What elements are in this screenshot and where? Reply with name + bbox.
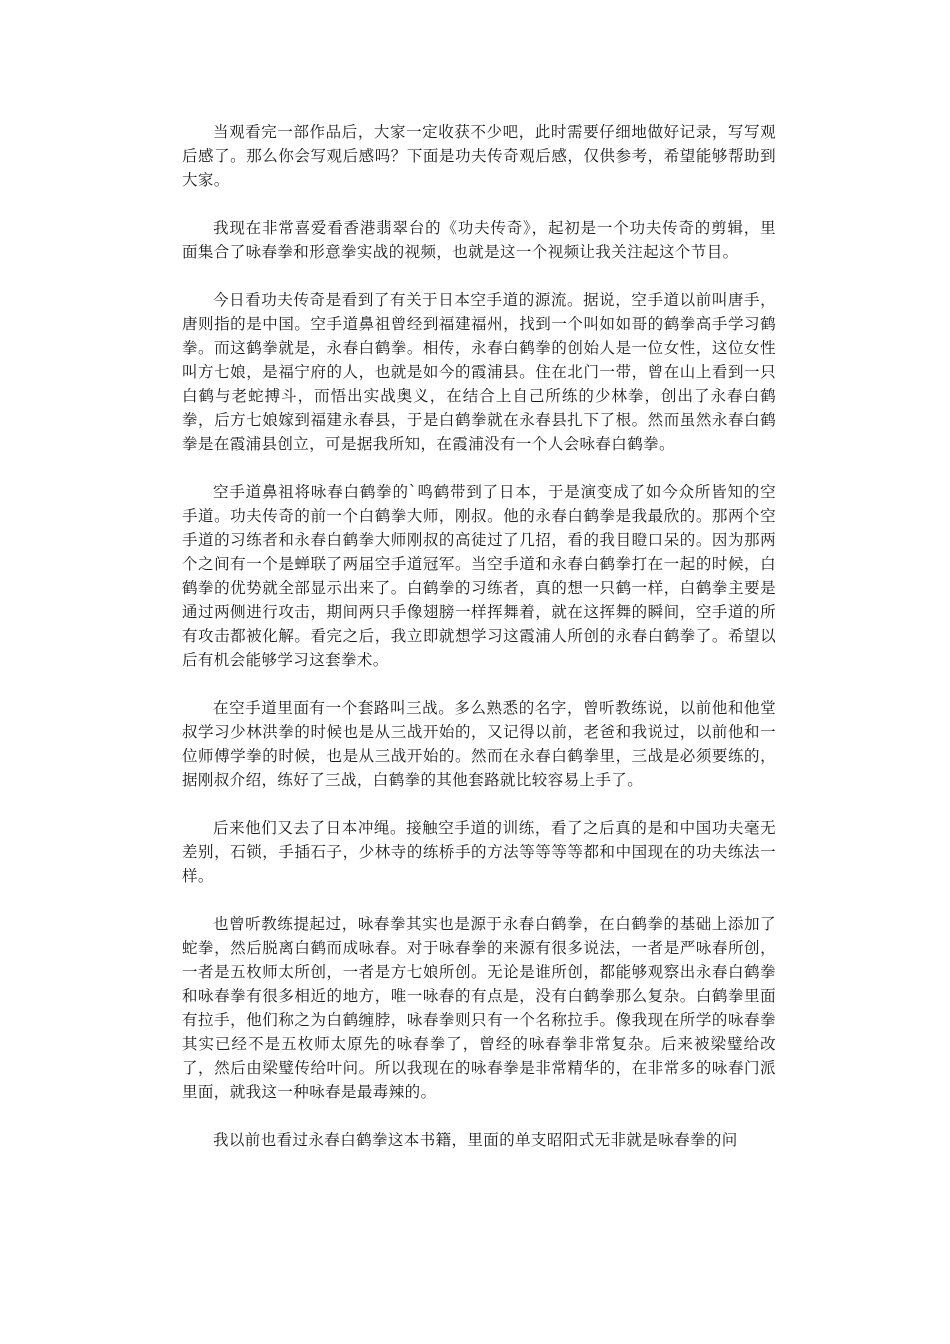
paragraph-white-crane-karate: 空手道鼻祖将咏春白鹤拳的`鸣鹤带到了日本，于是演变成了如今众所皆知的空手道。功夫传奇的前一个白鹤拳大师，刚叔。他的永春白鹤拳是我最欣的。那两个空手道的习练者和永春白鹤拳大师刚叔的高徒过了几招，看的我目瞪口呆的。因为那两个之间有一个是蝉联了两届空手道冠军。当空手道和永春白鹤拳打在一起的时候，白鹤拳的优势就全部显示出来了。白鹤拳的习练者，真的想一只鹤一样，白鹤拳主要是通过两侧进行攻击，期间两只手像翅膀一样挥舞着，就在这挥舞的瞬间，空手道的所有攻击都被化解。看完之后，我立即就想学习这霞浦人所创的永春白鹤拳了。希望以后有机会能够学习这套拳术。 (182, 483, 776, 669)
paragraph-intro: 当观看完一部作品后，大家一定收获不少吧，此时需要仔细地做好记录，写写观后感了。那么你会写观后感吗？下面是功夫传奇观后感，仅供参考，希望能够帮助到大家。 (182, 123, 776, 189)
paragraph-okinawa: 后来他们又去了日本冲绳。接触空手道的训练，看了之后真的是和中国功夫毫无差别，石锁，手插石子，少林寺的练桥手的方法等等等等都和中国现在的功夫练法一样。 (182, 819, 776, 885)
paragraph-karate-origin: 今日看功夫传奇是看到了有关于日本空手道的源流。据说，空手道以前叫唐手，唐则指的是中国。空手道鼻祖曾经到福建福州，找到一个叫如如哥的鹤拳高手学习鹤拳。而这鹤拳就是，永春白鹤拳。相传，永春白鹤拳的创始人是一位女性，这位女性叫方七娘，是福宁府的人，也就是如今的霞浦县。住在北门一带，曾在山上看到一只白鹤与老蛇搏斗，而悟出实战奥义，在结合上自己所练的少林拳，创出了永春白鹤拳，后方七娘嫁到福建永春县，于是白鹤拳就在永春县扎下了根。然而虽然永春白鹤拳是在霞浦县创立，可是据我所知，在霞浦没有一个人会咏春白鹤拳。 (182, 291, 776, 453)
paragraph-wing-chun-origin: 也曾听教练提起过，咏春拳其实也是源于永春白鹤拳，在白鹤拳的基础上添加了蛇拳，然后脱离白鹤而成咏春。对于咏春拳的来源有很多说法，一者是严咏春所创，一者是五枚师太所创，一者是方七娘所创。无论是谁所创，都能够观察出永春白鹤拳和咏春拳有很多相近的地方，唯一咏春的有点是，没有白鹤拳那么复杂。白鹤拳里面有拉手，他们称之为白鹤缠脖，咏春拳则只有一个名称拉手。像我现在所学的咏春拳其实已经不是五枚师太原先的咏春拳了，曾经的咏春拳非常复杂。后来被梁璧给改了，然后由梁璧传给叶问。所以我现在的咏春拳是非常精华的，在非常多的咏春门派里面，就我这一种咏春是最毒辣的。 (182, 915, 776, 1101)
document-body (182, 120, 776, 1176)
paragraph-sanchin: 在空手道里面有一个套路叫三战。多么熟悉的名字，曾听教练说，以前他和他堂叔学习少林洪拳的时候也是从三战开始的，又记得以前，老爸和我说过，以前他和一位师傅学拳的时候，也是从三战开始的。然而在永春白鹤拳里，三战是必须要练的，据刚叔介绍，练好了三战，白鹤拳的其他套路就比较容易上手了。 (182, 699, 776, 789)
paragraph-book: 我以前也看过永春白鹤拳这本书籍，里面的单支昭阳式无非就是咏春拳的问 (213, 1131, 738, 1149)
paragraph-watching-show: 我现在非常喜爱看香港翡翠台的《功夫传奇》，起初是一个功夫传奇的剪辑，里面集合了咏春拳和形意拳实战的视频，也就是这一个视频让我关注起这个节目。 (182, 219, 776, 261)
